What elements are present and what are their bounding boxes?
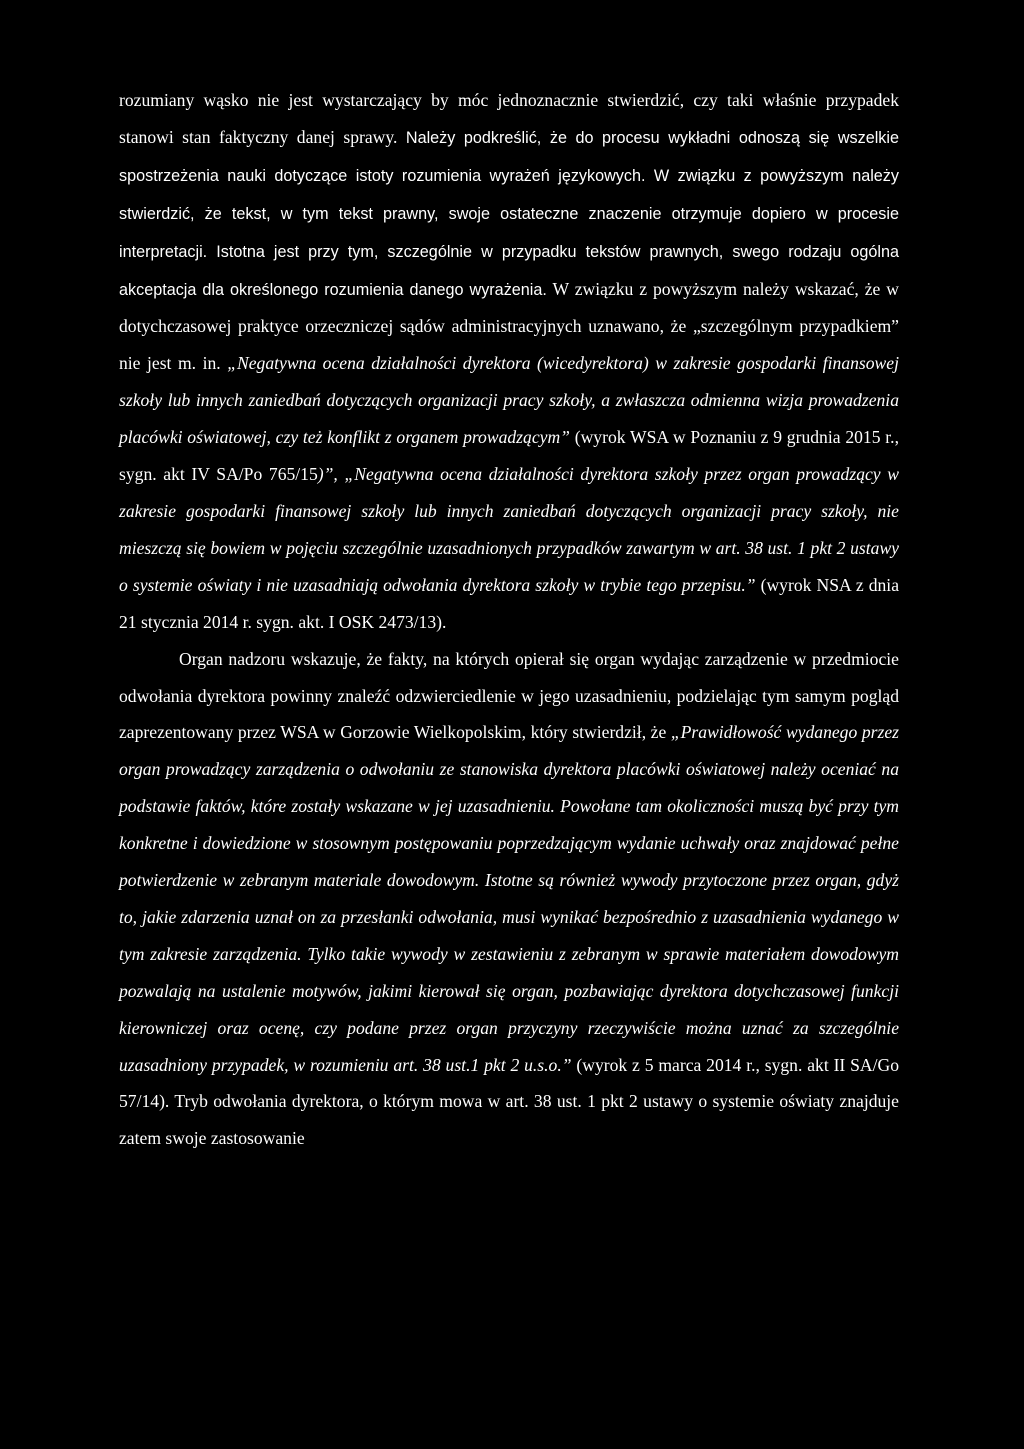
quote-wsa-poznan: „Negatywna ocena działalności dyrektora (wicedyrektora) w zakresie gospodarki finansowej szkoły lub innych zaniedbań dotyczących organizacji pracy szkoły, a zwłaszcza odmienna wizja prowadzenia placówki oświatowej, czy też konflikt z organem prowadzącym” (119, 353, 899, 448)
citation-wsa-poznan: (wyrok WSA w Poznaniu z 9 grudnia 2015 r., sygn. akt IV SA/Po 765/15 (119, 427, 899, 485)
paragraph-1-sentence-3: W związku z powyższym należy wskazać, że w dotychczasowej praktyce orzeczniczej sądów administracyjnych uznawano, że „szczególnym przypadkiem” nie jest m. in. (119, 278, 899, 374)
document-page (119, 82, 899, 1157)
paragraph-1 (119, 82, 899, 641)
paragraph-2-intro: Organ nadzoru wskazuje, że fakty, na których opierał się organ wydając zarządzenie w przedmiocie odwołania dyrektora powinny znaleźć odzwierciedlenie w jego uzasadnieniu, podzielając tym samym pogląd zaprezentowany przez WSA w Gorzowie Wielkopolskim, który stwierdził, że (119, 648, 899, 743)
quote-nsa: „Negatywna ocena działalności dyrektora szkoły przez organ prowadzący w zakresie gospodarki finansowej szkoły lub innych zaniedbań dotyczących organizacji pracy szkoły, nie mieszczą się bowiem w pojęciu szczególnie uzasadnionych przypadków zawartym w art. 38 ust. 1 pkt 2 ustawy o systemie oświaty i nie uzasadniają odwołania dyrektora szkoły w trybie tego przepisu.” (119, 464, 899, 595)
quote-wsa-gorzow: „Prawidłowość wydanego przez organ prowadzący zarządzenia o odwołaniu ze stanowiska dyrektora placówki oświatowej należy oceniać na podstawie faktów, które zostały wskazane w jej uzasadnieniu. Powołane tam okoliczności muszą być przy tym konkretne i dowiedzione w stosownym postępowaniu poprzedzającym wydanie uchwały oraz znajdować pełne potwierdzenie w zebranym materiale dowodowym. Istotne są również wywody przytoczone przez organ, gdyż to, jakie zdarzenia uznał on za przesłanki odwołania, musi wynikać bezpośrednio z uzasadnienia wydanego w tym zakresie zarządzenia. Tylko takie wywody w zestawieniu z zebranym w sprawie materiałem dowodowym pozwalają na ustalenie motywów, jakimi kierował się organ, pozbawiając dyrektora dotychczasowej funkcji kierowniczej oraz ocenę, czy podane przez organ przyczyny rzeczywiście można uznać za szczególnie uzasadniony przypadek, w rozumieniu art. 38 ust.1 pkt 2 u.s.o.” (119, 722, 900, 1075)
paragraph-1-sentence-1: rozumiany wąsko nie jest wystarczający by móc jednoznacznie stwierdzić, czy taki właśnie przypadek stanowi stan faktyczny danej sprawy. (119, 90, 899, 147)
citation-nsa: (wyrok NSA z dnia 21 stycznia 2014 r. sygn. akt. I OSK 2473/13). (119, 574, 900, 632)
citation-wsa-gorzow: (wyrok z 5 marca 2014 r., sygn. akt II SA/Go 57/14). Tryb odwołania dyrektora, o którym mowa w art. 38 ust. 1 pkt 2 ustawy o systemie oświaty znajduje zatem swoje zastosowanie (119, 1054, 900, 1149)
paragraph-2 (119, 641, 899, 1158)
citation-wsa-poznan-end: )”, (317, 464, 338, 485)
paragraph-1-sentence-2: Należy podkreślić, że do procesu wykładni odnoszą się wszelkie spostrzeżenia nauki dotyczące istoty rozumienia wyrażeń językowych. W związku z powyższym należy stwierdzić, że tekst, w tym tekst prawny, swoje ostateczne znaczenie otrzymuje dopiero w procesie interpretacji. Istotna jest przy tym, szczególnie w przypadku tekstów prawnych, swego rodzaju ogólna akceptacja dla określonego rozumienia danego wyrażenia. (119, 128, 899, 299)
